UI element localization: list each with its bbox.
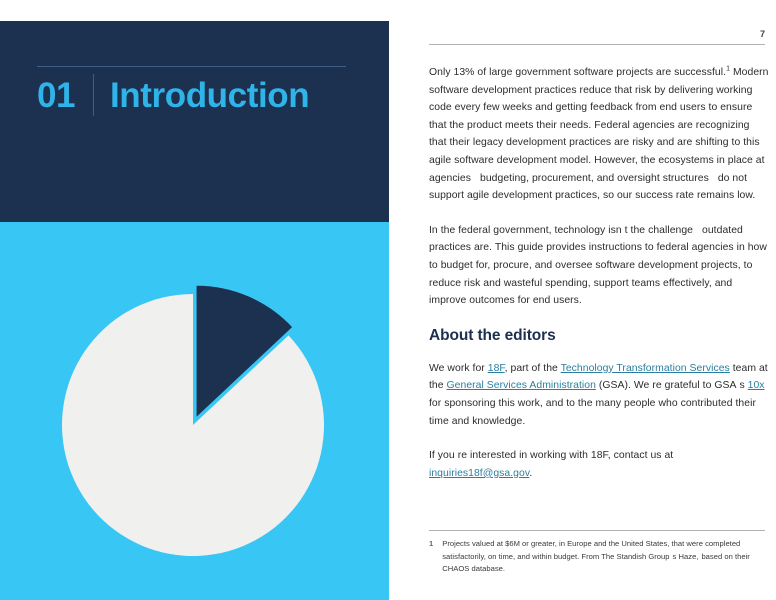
paragraph-2-text-c: outdated practices are. This guide provides instructions to federal agencies in how to budget for, procure, and oversee software development projects, to reduce risk and wasteful spending, support teams effectively, and improve outcomes for end users. <box>429 224 767 307</box>
editors-text-f: s <box>739 380 748 392</box>
paragraph-2-text-a: In the federal government, technology isn <box>429 224 622 236</box>
link-technology-transformation-services[interactable]: Technology Transformation Services <box>560 362 730 374</box>
contact-text-b: re interested in working with 18F, contact us at <box>457 450 674 462</box>
header-rule <box>429 44 765 45</box>
chapter-number: 01 <box>37 75 75 115</box>
chapter-title: Introduction <box>109 75 310 115</box>
body-content <box>429 64 769 499</box>
paragraph-2-text-b: t the challenge <box>624 224 694 236</box>
link-general-services-administration[interactable]: General Services Administration <box>446 380 596 392</box>
contact-text-c: . <box>529 467 533 479</box>
paragraph-intro <box>429 64 769 205</box>
editors-text-e: re grateful to GSA <box>652 380 737 392</box>
link-10x[interactable]: 10x <box>747 380 765 392</box>
pie-chart <box>0 222 389 600</box>
chapter-banner <box>0 21 389 222</box>
paragraph-1-text-d: do not support agile development practices, so our success rate remains low. <box>429 172 756 202</box>
footnote-reference: 1 <box>726 65 731 73</box>
paragraph-1-text-a: Only 13% of large government software projects are successful. <box>429 67 727 78</box>
footnote-text <box>442 538 765 576</box>
link-email-inquiries[interactable]: inquiries18f@gsa.gov <box>429 467 530 479</box>
footnote-text-a: Projects valued at $6M or greater, in Europe and the United States, that were completed satisfactorily, on time, and within budget. From The Standish Group <box>442 539 741 561</box>
paragraph-guide <box>429 222 769 310</box>
footnote <box>429 538 765 576</box>
footnote-text-d: based on their CHAOS database. <box>442 551 750 574</box>
editors-text-c: team at the <box>429 362 768 392</box>
paragraph-editors <box>429 360 769 430</box>
page-number: 7 <box>759 29 765 39</box>
paragraph-1-text-c: budgeting, procurement, and oversight structures <box>480 172 709 184</box>
editors-text-g: for sponsoring this work, and to the many people who contributed their time and knowledge. <box>429 397 756 427</box>
footnote-text-c: Haze, <box>678 551 699 561</box>
editors-text-b: , part of the <box>504 362 561 374</box>
pie-chart-panel <box>0 222 389 600</box>
right-column <box>389 0 776 600</box>
footnote-text-b: s <box>672 551 677 561</box>
link-18f[interactable]: 18F <box>487 362 505 374</box>
section-heading-about-editors: About the editors <box>429 326 556 344</box>
chapter-divider <box>93 74 94 116</box>
editors-text-a: We work for <box>429 362 488 374</box>
chapter-top-rule <box>37 66 346 67</box>
paragraph-contact <box>429 447 769 482</box>
chapter-headline <box>37 71 309 119</box>
editors-text-d: (GSA). We <box>595 380 650 392</box>
footnote-rule <box>429 530 765 531</box>
paragraph-1-text-b: Modern software development practices reduce that risk by delivering working code every few weeks and getting feedback from end users to ensure that the product meets their needs. Federal agencies are recognizing that their legacy development practices are risky and are shifting to this agile software development model. However, the ecosystems in place at agencies <box>429 67 769 184</box>
footnote-marker: 1 <box>429 539 434 548</box>
contact-text-a: If you <box>429 450 455 462</box>
